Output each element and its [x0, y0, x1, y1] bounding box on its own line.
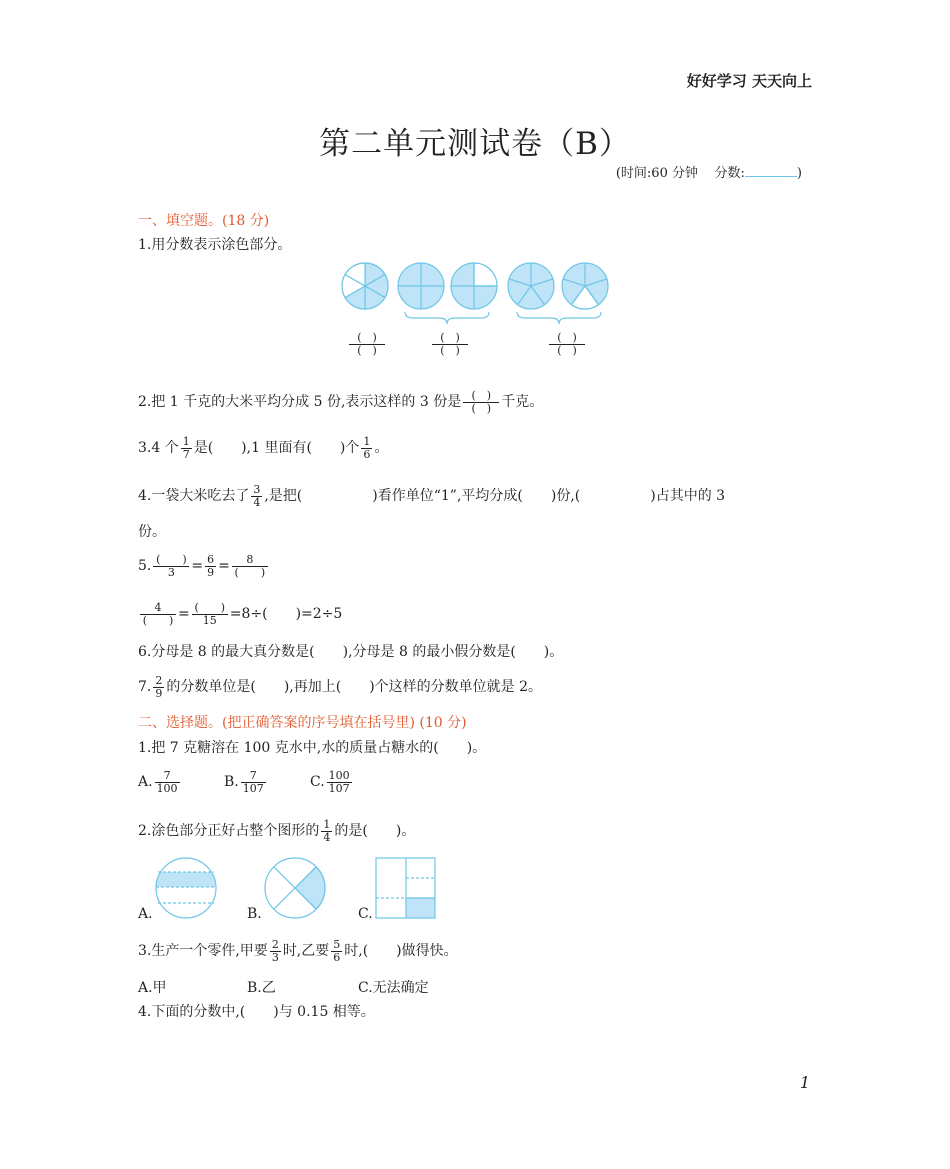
fraction-circles-figure [335, 258, 635, 328]
s2-q3-option-c[interactable]: C.无法确定 [358, 980, 429, 996]
page-title: 第二单元测试卷（B） [319, 126, 631, 162]
s2-q2-label-a[interactable]: A. [138, 906, 153, 922]
figure-a-banded-circle [150, 858, 230, 918]
figure-c-square [376, 858, 435, 918]
s2-q1: 1.把 7 克糖溶在 100 克水中,水的质量占糖水的( )。 [138, 740, 487, 756]
s2-q3-option-b[interactable]: B.乙 [247, 980, 276, 996]
s1-q3: 3.4 个 $\frac{1}{7}$ 是( ),1 里面有( )个 $\frac{1}{6}$ 。 [138, 434, 389, 461]
s2-q1-option-a[interactable]: A. $\frac{7}{100}$ [138, 768, 178, 795]
score-label: 分数: [714, 166, 745, 181]
s2-q2-label-b[interactable]: B. [247, 906, 262, 922]
meta-close: ) [796, 166, 802, 181]
s2-q3: 3.生产一个零件,甲要 $\frac{2}{3}$ 时,乙要 $\frac{5}{6}$ 时,( )做得快。 [138, 937, 458, 964]
s2-q4: 4.下面的分数中,( )与 0.15 相等。 [138, 1004, 375, 1020]
page-number: 1 [799, 1073, 810, 1092]
s1-q6: 6.分母是 8 的最大真分数是( ),分母是 8 的最小假分数是( )。 [138, 644, 564, 660]
score-blank[interactable] [745, 162, 797, 177]
circle-fifths-four [562, 263, 608, 309]
section1-heading: 一、填空题。(18 分) [138, 213, 270, 229]
s1-q2: 2.把 1 千克的大米平均分成 5 份,表示这样的 3 份是 $\frac{( )}{( )}$ 千克。 [138, 388, 544, 415]
figure-b-x-circle [265, 858, 325, 918]
option-figures [150, 853, 470, 923]
answer-fraction-2[interactable]: $\frac{( )}{( )}$ [430, 332, 470, 357]
s1-q5b: $\frac{4}{( )}$ = $\frac{( )}{15}$ =8÷( )=2÷5 [138, 597, 342, 631]
s1-q4: 4.一袋大米吃去了 $\frac{3}{4}$ ,是把( )看作单位“1”,平均分成( )份,( )占其中的 3 [138, 482, 726, 509]
s1-q4-cont: 份。 [138, 524, 166, 540]
s1-q5: 5. $\frac{( )}{3}$ = $\frac{6}{9}$ = $\frac{8}{( )}$ [138, 549, 270, 583]
section2-heading: 二、选择题。(把正确答案的序号填在括号里) (10 分) [138, 715, 467, 731]
motto: 好好学习 天天向上 [686, 72, 812, 90]
s2-q1-option-b[interactable]: B. $\frac{7}{107}$ [224, 768, 264, 795]
s1-q1: 1.用分数表示涂色部分。 [138, 237, 292, 253]
s2-q1-option-c[interactable]: C. $\frac{100}{107}$ [310, 768, 350, 795]
s1-q7: 7. $\frac{2}{9}$ 的分数单位是( ),再加上( )个这样的分数单位就是 2。 [138, 673, 543, 700]
s2-q2: 2.涂色部分正好占整个图形的 $\frac{1}{4}$ 的是( )。 [138, 817, 416, 844]
s2-q2-label-c[interactable]: C. [358, 906, 373, 922]
circle-quarters-three [451, 263, 497, 309]
brace-lines [405, 312, 601, 324]
exam-meta [616, 162, 802, 181]
answer-fraction-1[interactable]: $\frac{( )}{( )}$ [347, 332, 387, 357]
time-label: (时间:60 分钟 [615, 166, 698, 181]
s2-q3-option-a[interactable]: A.甲 [138, 980, 167, 996]
answer-fraction-3[interactable]: $\frac{( )}{( )}$ [547, 332, 587, 357]
circle-sixths [342, 263, 388, 309]
circle-quarters-full [398, 263, 444, 309]
circle-fifths-full [508, 263, 554, 309]
q2-blank-fraction[interactable]: $\frac{( )}{( )}$ [463, 390, 499, 415]
